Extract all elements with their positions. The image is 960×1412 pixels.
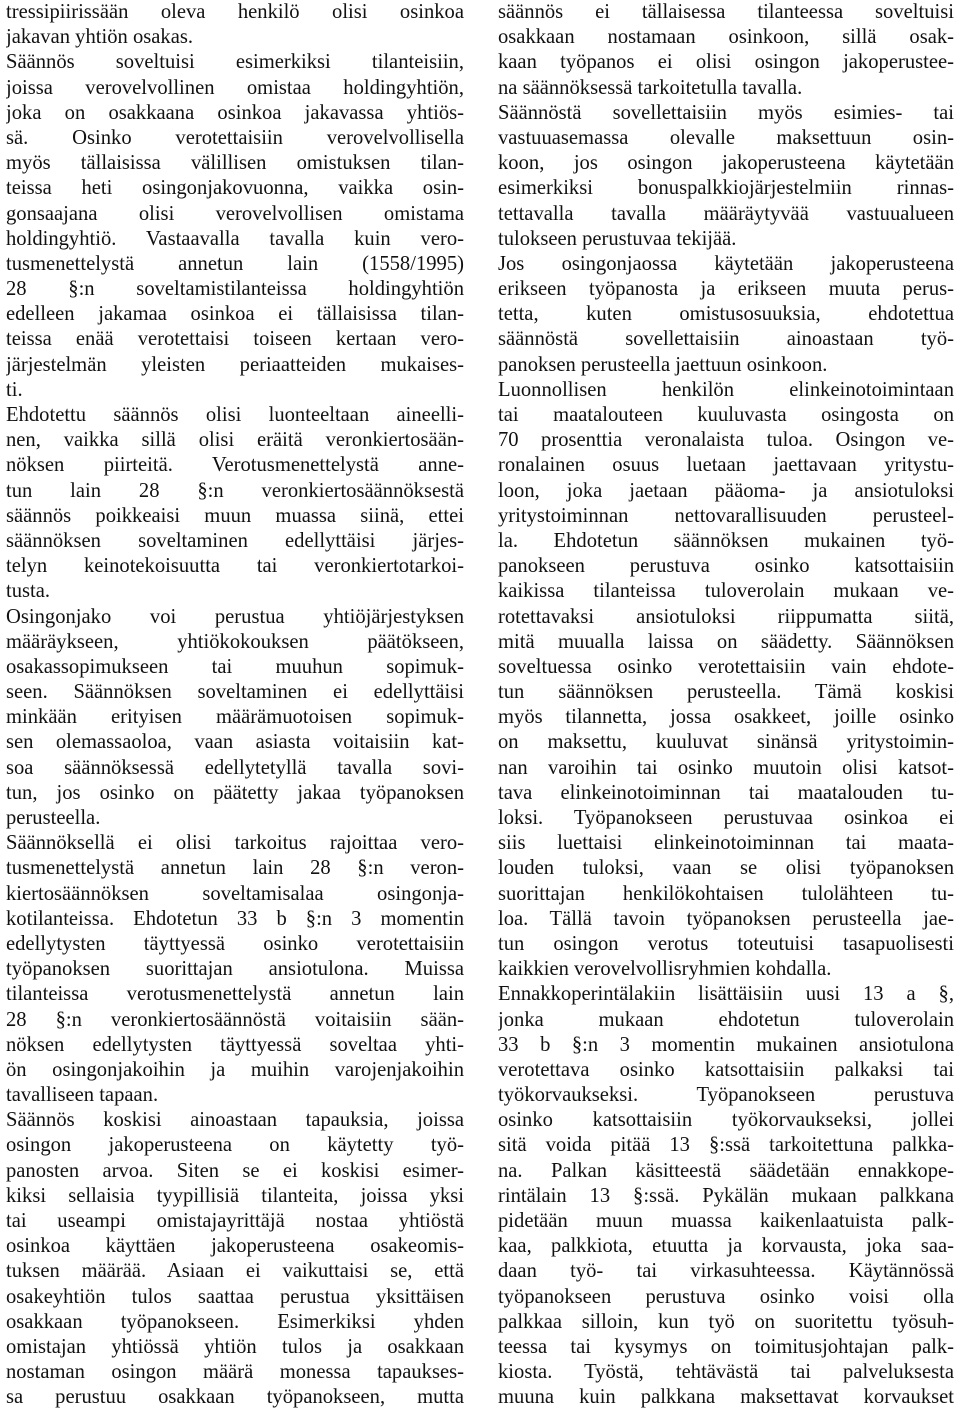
text-line: kaikissa tilanteissa tuloverolain mukaan ve- <box>498 580 954 603</box>
text-line: 28 §:n soveltamistilanteissa holdingyhtiön <box>6 278 464 301</box>
text-line: osinko katsottaisiin työkorvaukseksi, jollei <box>498 1109 954 1132</box>
text-line: Luonnollisen henkilön elinkeinotoimintaan <box>498 378 954 401</box>
text-line: nen, vaikka sillä olisi eräitä veronkiertosään- <box>6 429 464 452</box>
text-line: Säännös koskisi ainoastaan tapauksia, joissa <box>6 1109 464 1132</box>
text-line: panokseen perustuva osinko katsottaisiin <box>498 555 954 578</box>
text-line: rotettavaksi ansiotuloksi riippumatta siitä, <box>498 605 954 628</box>
text-line: soveltuessa osinko verotettaisiin vain ehdote- <box>498 655 954 678</box>
text-line: nöksen edellytysten täyttyessä soveltaa yhti- <box>6 1033 464 1056</box>
text-line: osingon jakoperusteena on käytetty työ- <box>6 1134 464 1157</box>
text-line: ön osingonjakoihin ja muihin varojenjakoihin <box>6 1058 464 1081</box>
text-line: Ennakkoperintälakiin lisättäisiin uusi 13 a §, <box>498 983 954 1006</box>
text-line: joka on osakkaana osinkoa jakavassa yhtiös- <box>6 101 464 124</box>
text-line: tun lain 28 §:n veronkiertosäännöksestä <box>6 479 464 502</box>
text-line: tuksen määrää. Asiaan ei vaikuttaisi se, että <box>6 1260 464 1283</box>
text-line: suorittajan henkilökohtaisen tulolähteen tu- <box>498 882 954 905</box>
text-line: nöksen piirteitä. Verotusmenettelystä anne- <box>6 454 464 477</box>
text-line: työpanoksen suorittajan ansiotulona. Muissa <box>6 958 464 981</box>
text-line: Säännöstä sovellettaisiin myös esimies- tai <box>498 101 954 124</box>
text-line: Ehdotettu säännös olisi luonteeltaan aineelli- <box>6 404 464 426</box>
text-line: panosten arvoa. Siten se ei koskisi esimer- <box>6 1159 464 1182</box>
text-line: sa perustuu osakkaan työpanokseen, mutta <box>6 1386 464 1409</box>
text-line: tusmenettelystä annetun lain (1558/1995) <box>6 252 464 275</box>
text-line: esimerkiksi bonuspalkkiojärjestelmiin rinnas- <box>498 177 954 200</box>
text-line: nostaman osingon määrä monessa tapaukses- <box>6 1361 464 1384</box>
text-line: osakkaan nostamaan osinkoon, sillä osak- <box>498 26 954 49</box>
text-line: määräykseen, yhtiökokouksen päätökseen, <box>6 630 464 653</box>
text-line: soa säännöksessä edellytetyllä tavalla sovi- <box>6 756 464 779</box>
text-line: loksi. Työpanokseen perustuvaa osinkoa ei <box>498 807 954 829</box>
text-line: osakkaan työpanokseen. Esimerkiksi yhden <box>6 1310 464 1333</box>
text-line: nan varoihin tai osinko muutoin olisi katsot- <box>498 756 954 779</box>
text-line: kaan työpanos ei olisi osingon jakoperustee- <box>498 51 954 74</box>
text-line: kiosta. Työstä, tehtävästä tai palveluksesta <box>498 1361 954 1384</box>
text-line: tusta. <box>6 580 51 603</box>
text-line: kiksi sellaisia tyypillisiä tilanteita, joissa yksi <box>6 1184 464 1207</box>
text-line: osakeyhtiön tulos saattaa perustua yksittäisen <box>6 1285 464 1308</box>
text-line: ronalainen osuus luetaan jaettavaan yritystu- <box>498 454 954 477</box>
text-line: tetta, kuten omistusosuuksia, ehdotettua <box>498 303 954 326</box>
text-line: vastuuasemassa olevalle maksettuun osin- <box>498 126 954 149</box>
text-line: joissa verovelvollinen omistaa holdingyhtiön, <box>6 76 464 99</box>
text-line: daan työ- tai virkasuhteessa. Käytännössä <box>498 1260 954 1283</box>
text-line: Jos osingonjaossa käytetään jakoperusteena <box>498 252 954 275</box>
text-line: rintälain 13 §:ssä. Pykälän mukaan palkkana <box>498 1184 954 1207</box>
text-line: säännöstä sovellettaisiin ainoastaan työ- <box>498 328 954 351</box>
text-line: osinkoa käyttäen jakoperusteena osakeomis- <box>6 1235 464 1258</box>
text-line: kotilanteissa. Ehdotetun 33 b §:n 3 momentin <box>6 907 464 930</box>
text-line: myös tällaisissa välillisen omistuksen tilan- <box>6 152 464 175</box>
text-line: yritystoiminnan nettovarallisuuden perusteel- <box>498 504 954 527</box>
text-line: tun säännöksen perusteella. Tämä koskisi <box>498 681 954 704</box>
text-line: tava elinkeinotoiminnan tai maatalouden tu- <box>498 781 954 804</box>
text-line: 33 b §:n 3 momentin mukainen ansiotulona <box>498 1033 954 1056</box>
text-line: säännös ei tällaisessa tilanteessa soveltuisi <box>498 1 954 23</box>
text-line: Säännöksellä ei olisi tarkoitus rajoittaa vero- <box>6 832 464 855</box>
text-line: minkään erityisen määrämuotoisen sopimuk- <box>6 706 464 729</box>
text-line: omistajan yhtiössä yhtiön tulos ja osakkaan <box>6 1335 464 1358</box>
text-line: la. Ehdotetun säännöksen mukainen työ- <box>498 529 954 552</box>
text-line: jonka mukaan ehdotetun tuloverolain <box>498 1008 954 1031</box>
text-line: säännös poikkeaisi muun muassa siinä, ettei <box>6 504 464 527</box>
text-line: edellytysten täyttyessä osinko verotettaisiin <box>6 932 464 955</box>
text-line: työpanokseen perustuva osinko voisi olla <box>498 1285 954 1308</box>
text-line: kiertosäännöksen soveltamisalaa osingonja- <box>6 882 464 905</box>
text-line: teissa enää verotettaisi toiseen kertaan vero- <box>6 328 464 351</box>
right-column <box>498 0 954 1411</box>
text-line: ti. <box>6 378 23 401</box>
text-line: Osingonjako voi perustua yhtiöjärjestyksen <box>6 605 464 628</box>
text-line: verotettava osinko katsottaisiin palkaksi tai <box>498 1058 954 1081</box>
text-line: telyn keinotekoisuutta tai veronkiertotarkoi- <box>6 555 464 578</box>
left-column <box>6 0 464 1411</box>
text-line: seen. Säännöksen soveltaminen ei edellyttäisi <box>6 681 464 704</box>
text-line: sä. Osinko verotettaisiin verovelvollisella <box>6 126 464 149</box>
text-line: 28 §:n veronkiertosäännöstä voitaisiin sään- <box>6 1008 464 1031</box>
text-line: mitä muualla laissa on säädetty. Säännöksen <box>498 630 954 653</box>
text-line: pidetään muun muassa kaikenlaatuista palk- <box>498 1210 954 1232</box>
text-line: kaa, palkkiota, etuutta ja korvausta, joka saa- <box>498 1235 954 1258</box>
text-line: tai useampi omistajayrittäjä nostaa yhtiöstä <box>6 1210 464 1232</box>
text-line: teessa tai kysymys on toimitusjohtajan palk- <box>498 1335 954 1358</box>
text-line: panoksen perusteella jaettuun osinkoon. <box>498 353 828 376</box>
text-line: kaikkien verovelvollisryhmien kohdalla. <box>498 958 832 981</box>
text-line: jakavan yhtiön osakas. <box>6 26 194 49</box>
text-line: sen olemassaoloa, vaan asiasta voitaisiin kat- <box>6 731 464 754</box>
text-line: siis luettaisi elinkeinotoiminnan tai maata- <box>498 832 954 855</box>
text-line: na säännöksessä tarkoitetulla tavalla. <box>498 76 803 99</box>
text-line: tun osingon verotus toteutuisi tasapuolisesti <box>498 932 954 955</box>
text-line: säännöksen soveltaminen edellyttäisi järjes- <box>6 529 464 552</box>
text-line: louden tuloksi, vaan se olisi työpanoksen <box>498 857 954 880</box>
text-line: sitä voida pitää 13 §:ssä tarkoitettuna palkka- <box>498 1134 954 1157</box>
text-line: järjestelmän yleisten periaatteiden mukaises- <box>6 353 464 376</box>
text-line: palkkaa silloin, kun työ on suoritettu työsuh- <box>498 1310 954 1333</box>
text-line: työkorvaukseksi. Työpanokseen perustuva <box>498 1084 954 1107</box>
text-line: on maksettu, kuuluvat sinänsä yritystoimin- <box>498 731 954 754</box>
text-line: gonsaajana olisi verovelvollisen omistama <box>6 202 464 225</box>
text-line: erikseen työpanosta ja erikseen muuta perus- <box>498 278 954 301</box>
text-line: tusmenettelystä annetun lain 28 §:n veron- <box>6 857 464 880</box>
text-line: tun, jos osinko on päätetty jakaa työpanoksen <box>6 781 464 804</box>
text-line: tressipiirissään oleva henkilö olisi osinkoa <box>6 1 464 23</box>
text-line: holdingyhtiö. Vastaavalla tavalla kuin vero- <box>6 227 464 250</box>
text-line: tettavalla tavalla määräytyvää vastuualueen <box>498 202 954 225</box>
text-line: edelleen jakamaa osinkoa ei tällaisissa tilan- <box>6 303 464 326</box>
text-line: tai maatalouteen kuuluvasta osingosta on <box>498 404 954 426</box>
text-line: koon, jos osingon jakoperusteena käytetään <box>498 152 954 175</box>
text-line: loa. Tällä tavoin työpanoksen perusteella jae- <box>498 907 954 930</box>
text-line: osakassopimukseen tai muuhun sopimuk- <box>6 655 464 678</box>
text-line: myös tilannetta, jossa osakkeet, joille osinko <box>498 706 954 729</box>
text-line: tavalliseen tapaan. <box>6 1084 159 1107</box>
text-line: 70 prosenttia veronalaista tuloa. Osingon ve- <box>498 429 954 452</box>
text-line: muuna kuin palkkana maksettavat korvaukset <box>498 1386 954 1409</box>
text-line: teissa heti osingonjakovuonna, vaikka osin- <box>6 177 464 200</box>
text-line: Säännös soveltuisi esimerkiksi tilanteisiin, <box>6 51 464 74</box>
text-line: tilanteissa verotusmenettelystä annetun lain <box>6 983 464 1006</box>
text-line: perusteella. <box>6 807 101 829</box>
text-line: na. Palkan käsitteestä säädetään ennakkope- <box>498 1159 954 1182</box>
text-line: tulokseen perustuvaa tekijää. <box>498 227 737 250</box>
text-line: loon, joka jaetaan pääoma- ja ansiotuloksi <box>498 479 954 502</box>
